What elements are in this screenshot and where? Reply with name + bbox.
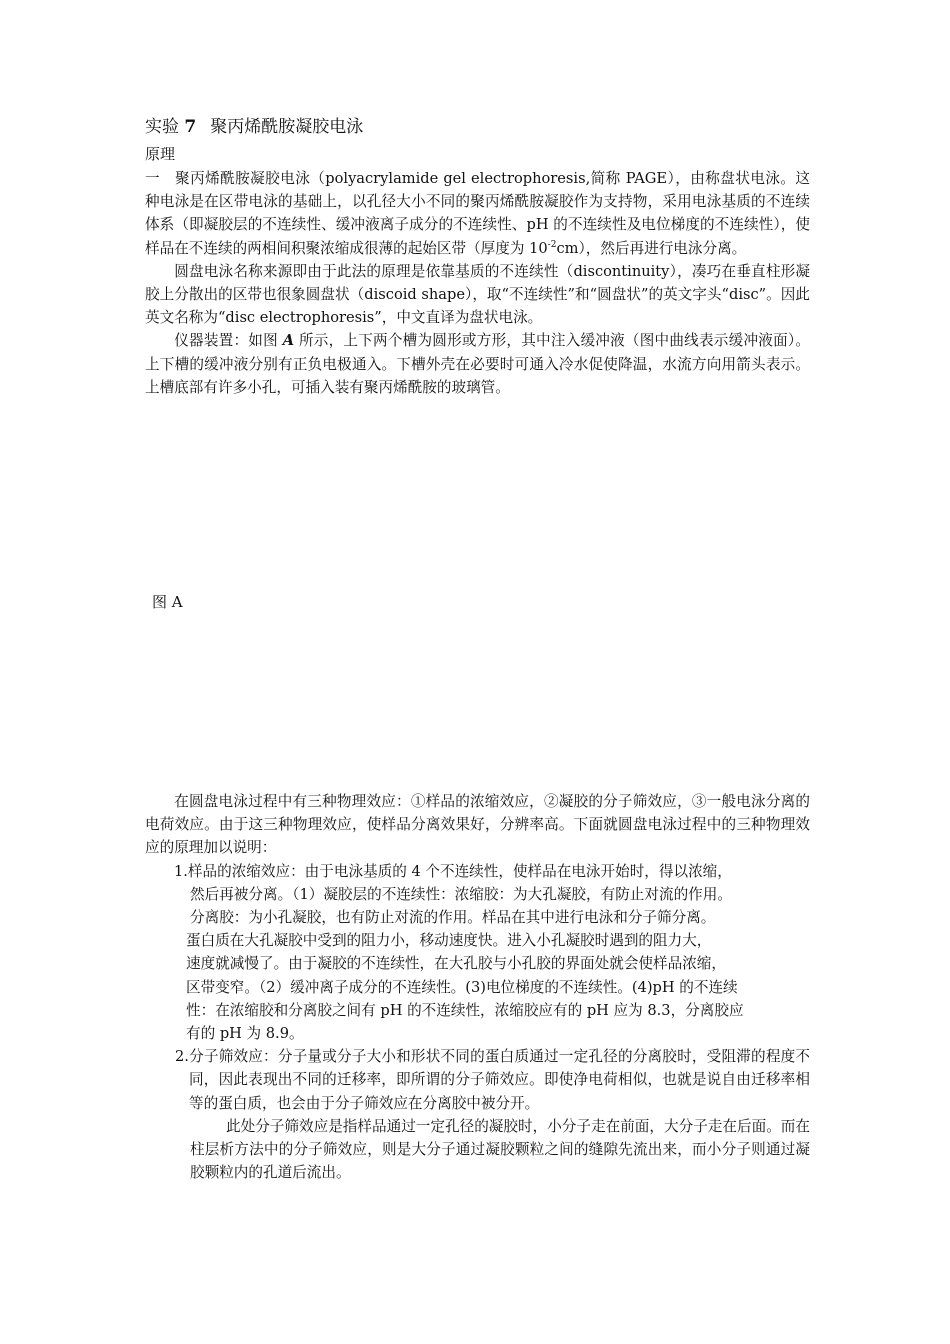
effects-block: [145, 790, 810, 1184]
effects-intro-paragraph: 在圆盘电泳过程中有三种物理效应：①样品的浓缩效应，②凝胶的分子筛效应，③一般电泳分离的电荷效应。由于这三种物理效应，使样品分离效果好，分辨率高。下面就圆盘电泳过程中的三种物理效应的原理加以说明：: [145, 793, 810, 857]
exponent: -2: [547, 239, 557, 250]
intro-paragraph-1: 一 聚丙烯酰胺凝胶电泳（polyacrylamide gel electrophoresis,简称 PAGE），由称盘状电泳。这种电泳是在区带电泳的基础上，以孔径大小不同的聚丙烯酰胺凝胶作为支持物，采用电泳基质的不连续体系（即凝胶层的不连续性、缓冲液离子成分的不连续性、pH 的不连续性及电位梯度的不连续性），使样品在不连续的两相间积聚浓缩成很薄的起始区带（厚度为 $10^{-2}cm$），然后再进行电泳分离。: [145, 170, 810, 257]
figure-reference: A: [282, 332, 295, 350]
title-prefix: 实验: [145, 117, 185, 137]
experiment-title: [145, 116, 363, 138]
intro-block: [145, 167, 810, 399]
title-text: 聚丙烯酰胺凝胶电泳: [210, 117, 364, 137]
list-item-concentration-effect: 1.样品的浓缩效应：由于电泳基质的 4 个不连续性，使样品在电泳开始时，得以浓缩， 然后再被分离。（1）凝胶层的不连续性：浓缩胶：为大孔凝胶，有防止对流的作用。 分离胶：为小孔凝胶，也有防止对流的作用。样品在其中进行电泳和分子筛分离。 蛋白质在大孔凝胶中受到的阻力小，移动速度快。进入小孔凝胶时遇到的阻力大， 速度就减慢了。由于凝胶的不连续性，在大孔胶与小孔胶的界面处就会使样品浓缩， 区带变窄。（2）缓冲离子成分的不连续性。(3)电位梯度的不连续性。(4)pH 的不连续 性：在浓缩胶和分离胶之间有 pH 的不连续性，浓缩胶应有的 pH 应为 8.3，分离胶应 有的 pH 为 8.9。: [174, 862, 744, 1043]
section-label-principle: 原理: [145, 145, 176, 163]
figure-a-placeholder: [145, 450, 810, 780]
intro-paragraph-2: 圆盘电泳名称来源即由于此法的原理是依靠基质的不连续性（discontinuity），凑巧在垂直柱形凝胶上分散出的区带也很象圆盘状（discoid shape），取“不连续性”和“圆盘状”的英文字头“disc”。因此英文名称为“disc electrophoresis”，中文直译为盘状电泳。: [145, 262, 810, 327]
list-item-sieving-effect: 2.分子筛效应：分子量或分子大小和形状不同的蛋白质通过一定孔径的分离胶时，受阻滞的程度不同，因此表现出不同的迁移率，即所谓的分子筛效应。即使净电荷相似，也就是说自由迁移率相等的蛋白质，也会由于分子筛效应在分离胶中被分开。: [175, 1048, 810, 1112]
figure-label: 图 A: [152, 593, 183, 611]
sieving-effect-note: 此处分子筛效应是指样品通过一定孔径的凝胶时，小分子走在前面，大分子走在后面。而在柱层析方法中的分子筛效应，则是大分子通过凝胶颗粒之间的缝隙先流出来，而小分子则通过凝胶颗粒内的孔道后流出。: [190, 1117, 810, 1182]
intro-paragraph-3: 仪器装置：如图 A 所示，上下两个槽为圆形或方形，其中注入缓冲液（图中曲线表示缓冲液面）。上下槽的缓冲液分别有正负电极通入。下槽外壳在必要时可通入冷水促使降温，水流方向用箭头表示。上槽底部有许多小孔，可插入装有聚丙烯酰胺的玻璃管。: [145, 332, 811, 396]
title-number: 7: [184, 117, 197, 137]
